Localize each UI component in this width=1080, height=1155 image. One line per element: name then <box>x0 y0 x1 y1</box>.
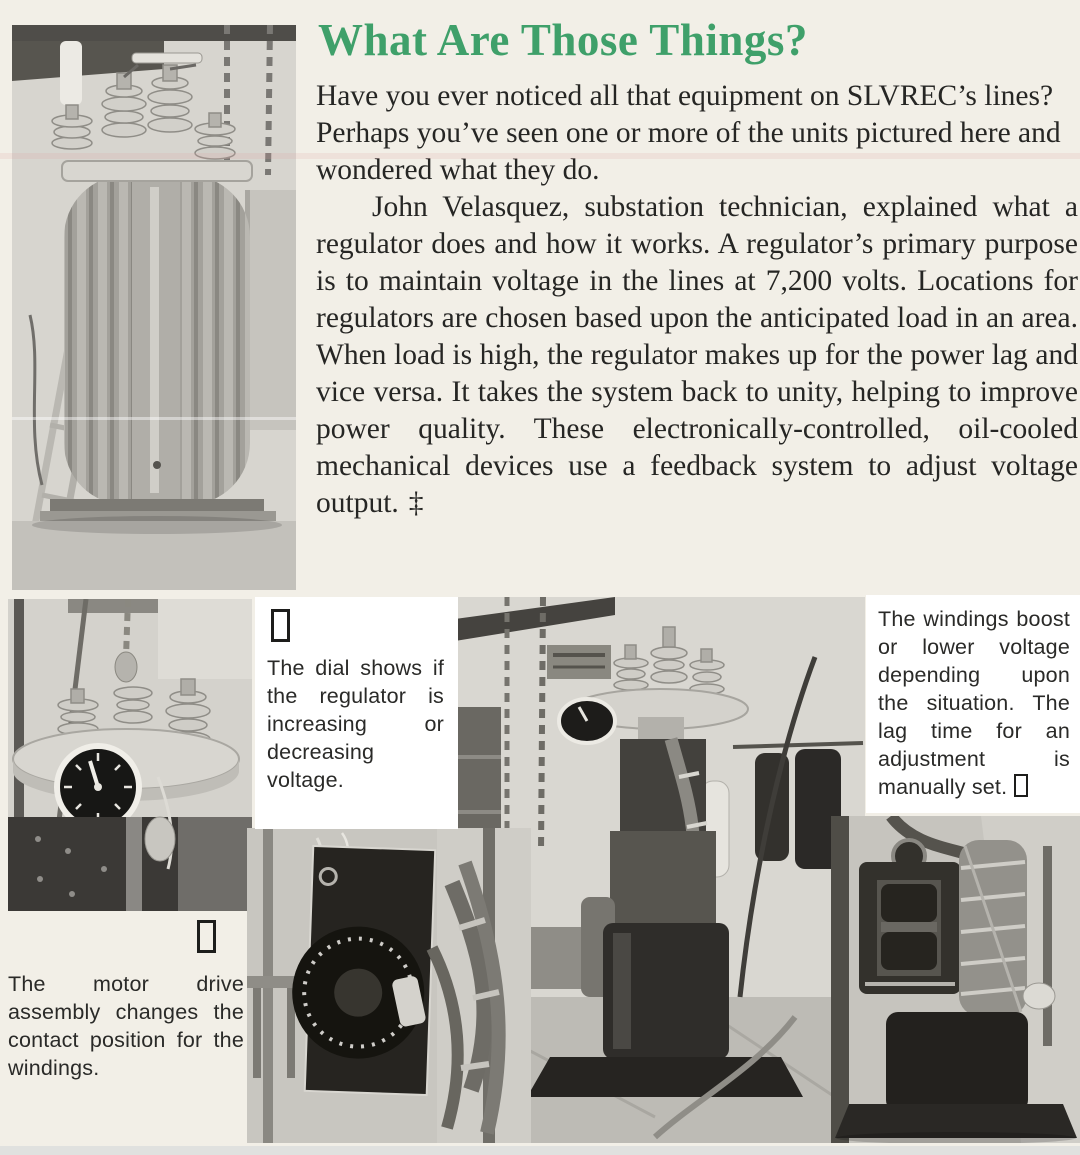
paragraph-main-text: John Velasquez, substation technician, explained what a regulator does and how it works. A regulator’s primary purpose is to maintain voltage in the lines at 7,200 volts. Locations for regulators are chosen based upon the anticipated load in an area. When load is high, the regulator makes up for the power lag and vice versa. It takes the system back to unity, helping to improve power quality. These electronically-controlled, oil-cooled mechanical devices use a feedback system to adjust voltage output. <box>316 191 1078 519</box>
caption-windings <box>866 595 1080 813</box>
paragraph-main <box>316 189 1078 522</box>
scan-artifact-strip <box>0 1146 1080 1155</box>
caption-motor-drive <box>8 920 244 1082</box>
end-mark: ‡ <box>408 487 424 519</box>
missing-glyph-marker <box>1014 774 1028 797</box>
motor-drive-illustration <box>247 828 531 1143</box>
marker-row <box>8 920 244 960</box>
missing-glyph-marker <box>271 609 290 642</box>
caption-dial-text: The dial shows if the regulator is increasing or decreasing voltage. <box>267 656 444 792</box>
windings-illustration <box>831 816 1080 1143</box>
caption-windings-text: The windings boost or lower voltage depending upon the situation. The lag time for an adjustment is manually set. <box>878 607 1070 799</box>
article-body <box>316 78 1078 522</box>
photo-regulator-tank <box>12 25 296 590</box>
photo-windings <box>831 816 1080 1143</box>
regulator-tank-illustration <box>12 25 296 590</box>
caption-motor-drive-text: The motor drive assembly changes the contact position for the windings. <box>8 972 244 1080</box>
photo-dial-closeup <box>8 599 252 911</box>
missing-glyph-marker <box>197 920 216 953</box>
caption-dial <box>255 597 458 829</box>
photo-motor-drive <box>247 828 531 1143</box>
paragraph-lead: Have you ever noticed all that equipment on SLVREC’s lines? Perhaps you’ve seen one or more of the units pictured here and wondered what they do. <box>316 80 1061 186</box>
scan-artifact-line <box>0 153 1080 159</box>
dial-closeup-illustration <box>8 599 252 911</box>
article-title: What Are Those Things? <box>318 15 808 65</box>
